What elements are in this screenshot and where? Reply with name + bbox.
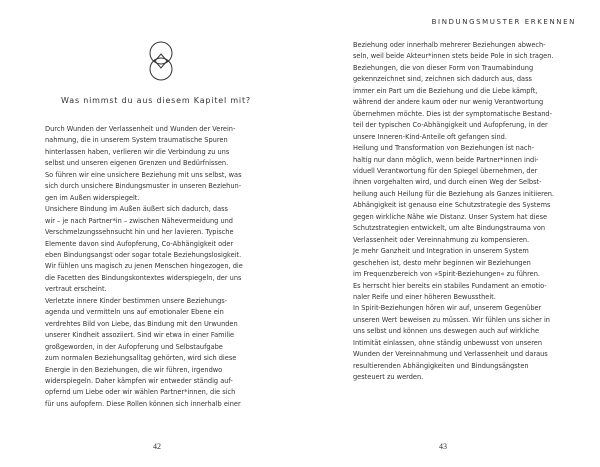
text-line: gen im Außen widerspiegelt. xyxy=(45,193,140,202)
chapter-emblem-icon xyxy=(146,40,176,84)
text-line: im Frequenzbereich von »Spirit-Beziehungen« zu führen. xyxy=(353,270,540,279)
bullet-line: • Wir fühlen uns magisch zu jenen Menschen hingezogen, die xyxy=(36,261,286,272)
bullet-line: • Verletzte innere Kinder bestimmen unsere Beziehungs- xyxy=(36,296,286,307)
text-line: selbst und unseren eigenen Grenzen und Bedürfnissen. xyxy=(45,159,229,168)
text-line: die Facetten des Bindungskontextes widerspiegeln, der uns xyxy=(45,273,242,282)
text-line: Verschmelzungssehnsucht hin und her lavieren. Typische xyxy=(45,228,234,237)
text-line: ihnen vorgehalten wird, und durch einen Weg der Selbst- xyxy=(353,178,542,187)
bullet-line: • Unsichere Bindung im Außen äußert sich dadurch, dass xyxy=(36,204,286,215)
text-line: Schutzstrategien entwickelt, um alte Bindungstrauma von xyxy=(353,224,546,233)
text-line: opfernd um Liebe oder wir wählen Partner*innen, die sich xyxy=(45,388,236,397)
text-line: gesteuert zu werden. xyxy=(353,373,424,382)
page-number-right: 43 xyxy=(439,442,447,451)
text-line: Wunden der Vereinnahmung und Verlassenheit und daraus xyxy=(353,350,548,359)
text-line: geschehen ist, desto mehr beginnen wir Beziehungen xyxy=(353,258,531,267)
text-line: gegen wirkliche Nähe wie Distanz. Unser System hat diese xyxy=(353,212,548,221)
text-line: sich durch unsichere Bindungsmuster in unseren Beziehun- xyxy=(45,182,242,191)
text-line: So führen wir eine unsichere Beziehung mit uns selbst, was xyxy=(45,170,242,179)
text-line: viduell Verantwortung für den Spiegel übernehmen, der xyxy=(353,166,538,175)
text-line: Verlassenheit oder Vereinnahmung zu kompensieren. xyxy=(353,235,530,244)
text-line: Es herrscht hier bereits ein stabiles Fundament an emotio- xyxy=(353,281,547,290)
text-line: haltig nur dann möglich, wenn beide Partner*innen indi- xyxy=(353,155,539,164)
text-line: zum normalen Beziehungsalltag gehörten, wird sich diese xyxy=(45,354,237,363)
text-line: unseren Wert beweisen zu müssen. Wir fühlen uns sicher in xyxy=(353,315,550,324)
text-line: resultierenden Abhängigkeiten und Bindungsängsten xyxy=(353,361,529,370)
text-line: Intimität einlassen, ohne ständig unbewusst von unseren xyxy=(353,338,543,347)
text-line: Elemente davon sind Aufopferung, Co-Abhängigkeit oder xyxy=(45,239,234,248)
bullet-line: • Je mehr Ganzheit und Integration in unserem System xyxy=(344,246,584,257)
text-line: Energie in den Beziehungen, die wir führen, irgendwo xyxy=(45,365,223,374)
text-line: nahmung, die in unserem System traumatische Spuren xyxy=(45,136,228,145)
text-line: wir – je nach Partner*in – zwischen Nähevermeidung und xyxy=(45,216,233,225)
text-line: seln, weil beide Akteur*innen stets beide Pole in sich tragen. xyxy=(353,52,554,61)
text-line: widerspiegeln. Daher kämpfen wir entweder ständig auf- xyxy=(45,376,233,385)
text-line: gekennzeichnet sind, zeichnen sich dadurch aus, dass xyxy=(353,75,532,84)
text-line: heilung auch Heilung für die Beziehung als Ganzes initiieren. xyxy=(353,189,555,198)
text-line: uns selbst und können uns deswegen auch auf wirkliche xyxy=(353,327,540,336)
text-line: verdrehtes Bild von Liebe, das Bindung mit den Urwunden xyxy=(45,319,238,328)
text-line: vertraut erscheint. xyxy=(45,285,107,294)
bullet-line: • Abhängigkeit ist genauso eine Schutzstrategie des Systems xyxy=(344,200,584,211)
text-line: Beziehung oder innerhalb mehrerer Beziehungen abwech- xyxy=(353,41,546,49)
bullet-line: • In Spirit-Beziehungen hören wir auf, unserem Gegenüber xyxy=(344,303,584,314)
text-line: für uns aufopfern. Diese Rollen können sich innerhalb einer xyxy=(45,399,241,408)
left-text-block xyxy=(36,124,286,410)
right-page xyxy=(300,0,600,467)
text-line: agenda und vermitteln uns auf emotionaler Ebene ein xyxy=(45,308,224,317)
chapter-summary-question: Was nimmst du aus diesem Kapitel mit? xyxy=(61,96,251,105)
text-line: unsere Inneren-Kind-Anteile oft gefangen sind. xyxy=(353,132,507,141)
text-line: naler Reife und einer höheren Bewusstheit. xyxy=(353,292,496,301)
text-line: hinterlassen haben, verlieren wir die Verbindung zu uns xyxy=(45,147,230,156)
running-head: BINDUNGSMUSTER ERKENNEN xyxy=(431,18,576,26)
text-line: übernehmen möchte. Dies ist der symptomatische Bestand- xyxy=(353,109,553,118)
text-line: während der andere kaum oder nur wenig Verantwortung xyxy=(353,98,544,107)
text-line: immer ein Part um die Beziehung und die Liebe kämpft, xyxy=(353,86,538,95)
text-line: unserer Kindheit assoziiert. Sind wir etwa in einer Familie xyxy=(45,331,235,340)
bullet-line: • Durch Wunden der Verlassenheit und Wunden der Verein- xyxy=(36,124,286,135)
right-text-block xyxy=(344,40,584,384)
text-line: eben Bindungsangst oder sogar totale Beziehungslosigkeit. xyxy=(45,250,242,259)
bullet-line: • Heilung und Transformation von Beziehungen ist nach- xyxy=(344,143,584,154)
text-line: teil der typischen Co-Abhängigkeit und Aufopferung, in der xyxy=(353,121,548,130)
text-line: großgeworden, in der Aufopferung und Selbstaufgabe xyxy=(45,342,223,351)
bullet-line: • Beziehungen, die von dieser Form von Traumabindung xyxy=(344,63,584,74)
page-number-left: 42 xyxy=(153,442,161,451)
